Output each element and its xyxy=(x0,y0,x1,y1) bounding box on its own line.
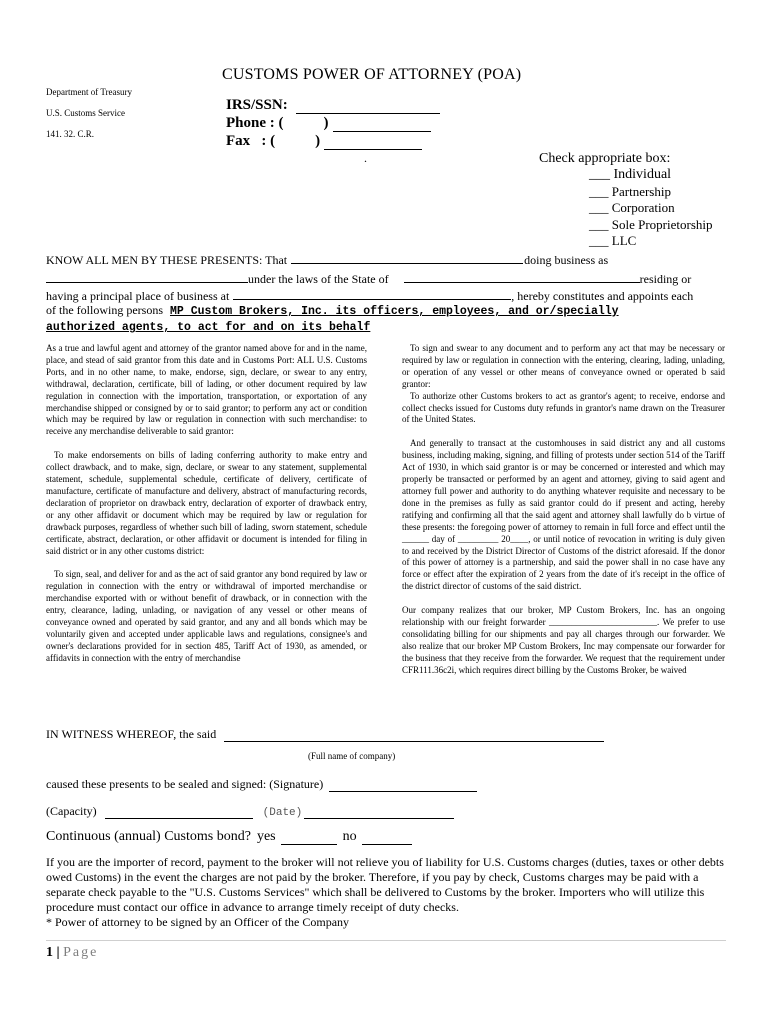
clause-authorize-brokers: To authorize other Customs brokers to act as grantor's agent; to receive, endorse and collect checks issued for Customs duty refunds in grantor's name drawn on the Treasurer of the United States. xyxy=(402,390,725,425)
clause-general-business: And generally to transact at the customhouses in said district any and all customs business, including making, signing, and filling of protests under section 514 of the Tariff Act of 1930, in which said grantor is or may be concerned or interested and which may properly be transacted or performed by an agent and attorney, giving to said agent and attorney full power and authority to do anything whatever requisite and necessary to be done in the premises as fully as said grantor could do if present and acting, hereby ratifying and confirming all that the said agent and attorney shall lawfully do b virtue of these presents: the foregoing power of attorney to remain in full force and effect until the ______ day of _________ 20____, or until notice of revocation in writing is duly given to and received by the District Director of Customs of the district aforesaid. If the donor of this power of attorney is a partnership, and said the power shall in no case have any force or effect after the expiration of 2 years from the date of it's receipt in the office of the district director of customs of the said district. xyxy=(402,438,725,592)
officer-note: * Power of attorney to be signed by an Officer of the Company xyxy=(46,915,350,929)
company-name-field[interactable] xyxy=(224,728,604,742)
notice-block xyxy=(46,855,726,930)
grantor-name-field[interactable] xyxy=(291,250,523,264)
persons-text: of the following persons xyxy=(46,303,163,317)
intro-line-1 xyxy=(46,250,608,268)
option-individual[interactable]: ___ Individual xyxy=(589,167,672,182)
bond-no-label: no xyxy=(342,829,357,844)
capacity-row xyxy=(46,804,454,819)
appointee-text: MP Custom Brokers, Inc. its officers, employees, and or/specially xyxy=(169,305,619,318)
bond-question: Continuous (annual) Customs bond? xyxy=(46,829,251,844)
left-column xyxy=(46,343,367,665)
irs-field[interactable] xyxy=(296,100,440,114)
document-title: CUSTOMS POWER OF ATTORNEY (POA) xyxy=(222,66,522,83)
dba-field[interactable] xyxy=(46,269,248,283)
state-text: under the laws of the State of xyxy=(248,272,389,286)
department-name: Department of Treasury xyxy=(46,87,132,97)
phone-field[interactable] xyxy=(333,118,431,132)
footer-divider xyxy=(46,940,726,941)
checkbox-heading: Check appropriate box: xyxy=(539,151,671,166)
bond-no-field[interactable] xyxy=(362,831,412,845)
bond-yes-label: yes xyxy=(256,829,276,844)
right-column xyxy=(402,343,725,677)
clause-agent: As a true and lawful agent and attorney of the grantor named above for and in the name, place, and stead of said grantor from this date and in Customs Port: ALL U.S. Customs Ports, and in no other name, to make, endorse, sign, declare, or swear to any entry, withdrawal, declaration, certificate, bill of lading, or other document required by law regulation in connection with the importation, transportation, or exportation of any merchandise shipped or consigned by or to said grantor; to perform any act or condition which may be required by law or regulation in connection with such merchandise: to receive any merchandise deliverable to said grantor: xyxy=(46,343,367,437)
place-text: having a principal place of business at xyxy=(46,289,230,303)
phone-label: Phone : ( xyxy=(226,115,284,131)
option-sole-proprietorship[interactable]: ___ Sole Proprietorship xyxy=(589,216,713,232)
fax-label: Fax : ( xyxy=(226,133,276,149)
fax-paren: ) xyxy=(315,133,321,149)
page-number: 1 xyxy=(46,945,53,960)
stray-dot: . xyxy=(364,151,367,165)
regulation-ref: 141. 32. C.R. xyxy=(46,129,95,139)
page-label: Page xyxy=(63,945,99,960)
clause-forwarder: Our company realizes that our broker, MP Custom Brokers, Inc. has an ongoing relationship with our freight forwarder ________________________. We prefer to use consolidating billing for our shipments and pay all charges through our forwarder. We also realize that our broker MP Custom Brokers, Inc may compensate our forwarder for the business that they receive from the forwarder. We request that the requirement under CFR111.36c2i, which requires direct billing by the Customs Broker, be waived xyxy=(402,605,725,675)
importer-notice: If you are the importer of record, payment to the broker will not relieve you of liability for U.S. Customs charges (duties, taxes or other debts owed Customs) in the event the charges are not paid by the broker. Therefore, if you pay by check, Customs charges may be paid with a separate check payable to the "U.S. Customs Services" which shall be delivered to Customs by the broker. Importers who will utilize this procedure must contact our office in advance to arrange timely receipt of duty checks. xyxy=(46,855,724,914)
fax-field[interactable] xyxy=(324,136,422,150)
irs-row xyxy=(226,96,440,114)
irs-label: IRS/SSN: xyxy=(226,97,288,113)
page-separator: | xyxy=(56,945,60,960)
phone-row xyxy=(226,114,440,132)
fax-row xyxy=(226,132,440,150)
address-field[interactable] xyxy=(233,286,511,300)
capacity-label: (Capacity) xyxy=(46,804,97,818)
witness-row xyxy=(46,727,604,742)
bond-row xyxy=(46,829,412,845)
clause-bonds: To sign, seal, and deliver for and as the act of said grantor any bond required by law or regulation in connection with the entry or withdrawal of imported merchandise or merchandise exported with or without benefit of drawback, or in connection with the entry, clearance, lading, unlading, or navigation of any vessel or other means of conveyance owned and operated by said grantor, and any and all bonds which may be voluntarily given and accepted under applicable laws and regulations, consignee's and owner's declarations provided for in section 485, Tariff Act of 1930, as amended, or affidavits in connection with the entry of merchandise xyxy=(46,569,367,663)
clause-endorsements: To make endorsements on bills of lading conferring authority to make entry and collect drawback, and to make, sign, declare, or swear to any statement, supplemental statement, schedule, supplemental schedule, certificate of delivery, certificate of manufacture, certificate of manufacture and delivery, abstract of manufacturing records, declaration of proprietor on drawback entry, declaration of exporter of drawback entry, or any other affidavit or document which may be required by law or regulation for drawback purposes, regardless of whether such bill of lading, sworn statement, schedule certificate, abstract, declaration, or other affidavit or document is intended for filing in said district or in any other customs district: xyxy=(46,450,367,556)
witness-label: IN WITNESS WHEREOF, the said xyxy=(46,727,217,741)
capacity-field[interactable] xyxy=(105,805,253,819)
authorized-agents-text: authorized agents, to act for and on its behalf xyxy=(46,321,371,334)
entity-type-list xyxy=(589,167,713,250)
intro-line-5 xyxy=(46,318,370,336)
signature-row xyxy=(46,777,477,792)
signature-field[interactable] xyxy=(329,778,477,792)
service-name: U.S. Customs Service xyxy=(46,108,126,118)
date-field[interactable] xyxy=(304,805,454,819)
phone-paren: ) xyxy=(323,115,329,131)
option-corporation[interactable]: ___ Corporation xyxy=(589,200,675,215)
option-llc[interactable]: ___ LLC xyxy=(589,233,637,248)
bond-yes-field[interactable] xyxy=(281,831,337,845)
dba-text: doing business as xyxy=(524,253,609,267)
residing-text: residing or xyxy=(639,272,692,286)
intro-text: KNOW ALL MEN BY THESE PRESENTS: That xyxy=(46,253,288,267)
option-partnership[interactable]: ___ Partnership xyxy=(589,183,671,199)
signature-label: caused these presents to be sealed and signed: (Signature) xyxy=(46,777,324,791)
date-label: (Date) xyxy=(262,807,303,819)
department-block xyxy=(46,86,206,149)
page-footer xyxy=(46,945,98,961)
appoints-text: , hereby constitutes and appoints each xyxy=(511,289,694,303)
state-field[interactable] xyxy=(404,269,640,283)
fullname-caption: (Full name of company) xyxy=(308,751,396,761)
intro-line-2 xyxy=(46,269,691,287)
id-block xyxy=(226,96,440,150)
clause-sign-swear: To sign and swear to any document and to perform any act that may be necessary or required by law or regulation in connection with the entering, clearing, lading, unlading, or operation of any vessel or other means of conveyance owned or operated b said grantor: xyxy=(402,343,725,389)
